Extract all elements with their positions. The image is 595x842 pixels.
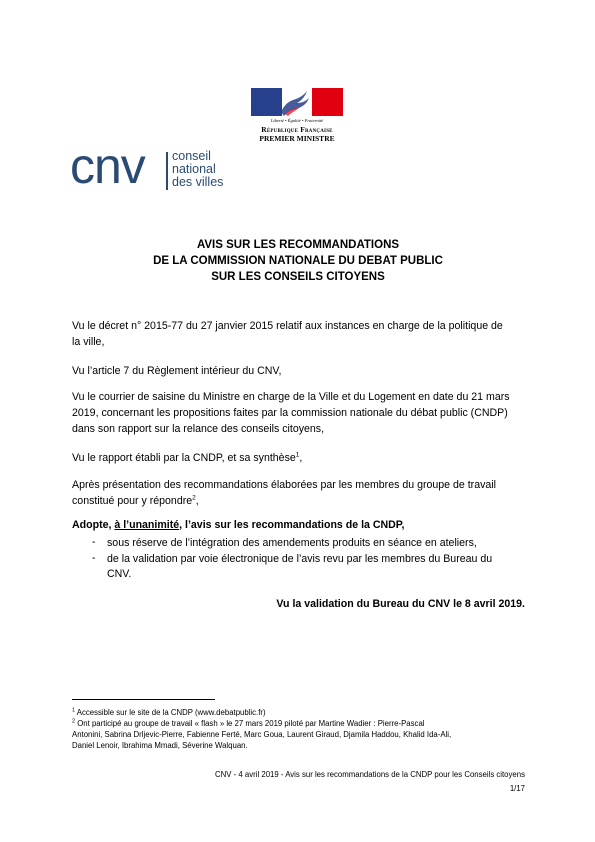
title-line-2: DE LA COMMISSION NATIONALE DU DEBAT PUBLIC bbox=[153, 255, 443, 267]
bullet-item-2 bbox=[107, 552, 525, 582]
paragraph-line: Vu le décret n° 2015-77 du 27 janvier 2015 relatif aux instances en charge de la politique de bbox=[72, 320, 503, 332]
paragraph-line: 2019, concernant les propositions faites par la commission nationale du débat public (CNDP) bbox=[72, 407, 508, 419]
ministry-name: PREMIER MINISTRE bbox=[259, 134, 335, 143]
bullet-dash: - bbox=[92, 552, 96, 564]
footnote-text: Ont participé au groupe de travail « flash » le 27 mars 2019 piloté par Martine Wadier : Pierre-Pascal bbox=[75, 719, 425, 728]
paragraph-line: Vu le courrier de saisine du Ministre en charge de la Ville et du Logement en date du 21 mars bbox=[72, 391, 510, 403]
paragraph-line bbox=[72, 493, 525, 509]
cnv-logo-letters: cnv bbox=[70, 138, 145, 194]
footnote-number: 1 bbox=[72, 707, 76, 714]
footnote-ref-1[interactable]: 1 bbox=[295, 451, 300, 459]
footnote-number: 2 bbox=[72, 718, 76, 725]
page-number: 1/17 bbox=[509, 784, 525, 793]
footnote-1 bbox=[72, 707, 525, 718]
adopt-unanimity: à l’unanimité bbox=[114, 519, 180, 531]
footnote-line: Daniel Lenoir, Ibrahima Mmadi, Séverine Walquan. bbox=[72, 741, 248, 750]
paragraph-article: Vu l’article 7 du Règlement intérieur du CNV, bbox=[72, 365, 282, 377]
cnv-logo-word-2: national bbox=[172, 162, 216, 176]
republic-name: République Française bbox=[261, 125, 333, 134]
paragraph-text: constitué pour y répondre bbox=[72, 495, 193, 507]
cnv-logo-word-1: conseil bbox=[172, 149, 211, 163]
validation-statement: Vu la validation du Bureau du CNV le 8 avril 2019. bbox=[276, 598, 525, 610]
adoption-statement bbox=[72, 519, 404, 531]
adopt-prefix: Adopte, bbox=[72, 519, 115, 531]
title-line-3: SUR LES CONSEILS CITOYENS bbox=[211, 271, 385, 283]
cnv-logo-word-3: des villes bbox=[172, 175, 224, 189]
paragraph-decret bbox=[72, 318, 525, 350]
footnote-2 bbox=[72, 718, 525, 751]
paragraph-line: Après présentation des recommandations élaborées par les membres du groupe de travail bbox=[72, 479, 496, 491]
bullet-line: CNV. bbox=[107, 568, 132, 580]
footnote-ref-2[interactable]: 2 bbox=[192, 494, 196, 502]
cnv-logo-divider bbox=[166, 152, 168, 190]
bullet-item-1: sous réserve de l’intégration des amendements produits en séance en ateliers, bbox=[107, 537, 477, 549]
footnote-text: Accessible sur le site de la CNDP (www.debatpublic.fr) bbox=[75, 708, 266, 717]
paragraph-line: la ville, bbox=[72, 336, 105, 348]
paragraph-courrier bbox=[72, 389, 525, 437]
republic-motto: Liberté • Égalité • Fraternité bbox=[270, 118, 324, 123]
cnv-logo bbox=[70, 138, 245, 194]
paragraph-line: dans son rapport sur la relance des conseils citoyens, bbox=[72, 423, 325, 435]
page-footer-text: CNV - 4 avril 2019 - Avis sur les recommandations de la CNDP pour les Conseils citoyens bbox=[215, 770, 525, 779]
document-title bbox=[60, 237, 536, 285]
paragraph-end: , bbox=[195, 495, 199, 507]
paragraph-rapport bbox=[72, 450, 525, 466]
paragraph-end: , bbox=[299, 452, 303, 464]
paragraph-presentation bbox=[72, 477, 525, 509]
bullet-line: de la validation par voie électronique de l’avis revu par les membres du Bureau du bbox=[107, 553, 493, 565]
bullet-dash: - bbox=[92, 536, 96, 548]
marianne-flag-icon bbox=[251, 88, 343, 116]
paragraph-text: Vu le rapport établi par la CNDP, et sa synthèse bbox=[72, 452, 296, 464]
title-line-1: AVIS SUR LES RECOMMANDATIONS bbox=[196, 239, 400, 251]
republique-francaise-logo bbox=[245, 88, 349, 146]
footnote-line: Antonini, Sabrina Drljevic-Pierre, Fabienne Ferté, Marc Goua, Laurent Giraud, Djamila Haddou, Khalid Ida-Ali, bbox=[72, 730, 452, 739]
footnote-divider bbox=[72, 699, 215, 700]
adopt-suffix: , l’avis sur les recommandations de la CNDP, bbox=[179, 519, 405, 531]
